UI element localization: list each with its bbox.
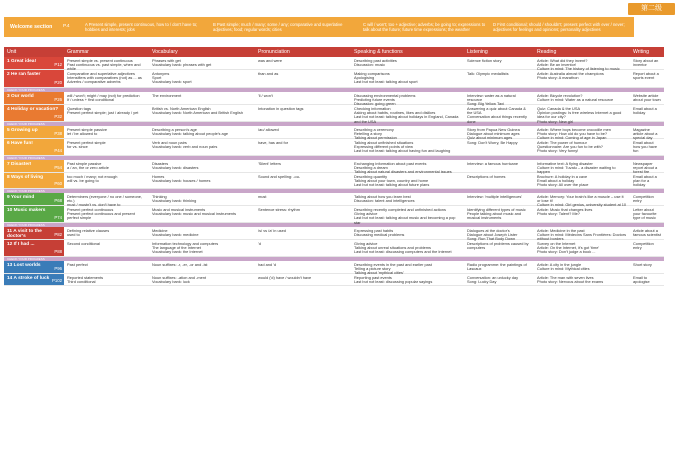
reading-cell: Article: Australia almost the champions Photo story: A marathon bbox=[537, 70, 604, 80]
writing-cell: Article about a famous scientist bbox=[633, 227, 661, 237]
table-row bbox=[4, 240, 664, 257]
writing-cell: Story about an inventor bbox=[633, 57, 659, 67]
listening-cell: Dialogues at the doctor's Dialogue about Joseph Lister Song: Run That Body Down bbox=[467, 227, 518, 242]
listening-cell: Science fiction story bbox=[467, 57, 502, 63]
check-your-progress-bar: CHECK YOUR PROGRESS bbox=[4, 156, 664, 160]
vocabulary-cell: Music and musical instruments Vocabulary bank: music and musical instruments bbox=[152, 206, 237, 216]
unit-page: P12 bbox=[54, 62, 62, 68]
grammar-cell: Defining relative clauses used to bbox=[67, 227, 110, 237]
speaking-cell: Checking information Asking about habits, routines, likes and dislikes Last but not least: talking about holidays in England, Canada and the USA bbox=[354, 105, 459, 124]
unit-page: P68 bbox=[54, 198, 62, 204]
header-unit: Unit bbox=[7, 48, 17, 55]
listening-cell: Descriptions of homes bbox=[467, 173, 506, 179]
speaking-cell: Talking about how you learn best Discussion: talent and intelligences bbox=[354, 193, 415, 203]
reading-cell: Survey on the Internet Article: On the Internet, it's got 'time' Photo story: Don't judge a book ... bbox=[537, 240, 600, 255]
grammar-cell: too much / many; not enough will vs. be going to bbox=[67, 173, 118, 183]
vocabulary-cell: Disasters Vocabulary bank: disasters bbox=[152, 160, 199, 170]
vocabulary-cell: The environment bbox=[152, 92, 182, 98]
pronunciation-cell: 'Silent' letters bbox=[258, 160, 281, 166]
unit-page: P54 bbox=[54, 165, 62, 171]
header-writing: Writing bbox=[633, 48, 650, 55]
vocabulary-cell: Noun suffixes: -ation and -ment Vocabulary bank: luck bbox=[152, 274, 206, 284]
writing-cell: Email about how you have fun bbox=[633, 139, 658, 154]
unit-title: 14 A stroke of luck P102 bbox=[4, 274, 64, 285]
pronunciation-cell: have, has and for bbox=[258, 139, 289, 145]
unit-title: 12 If I had ... P88 bbox=[4, 240, 64, 256]
unit-title: 6 Have fun! P44 bbox=[4, 139, 64, 155]
vocabulary-cell: Thinking Vocabulary bank: thinking bbox=[152, 193, 197, 203]
pronunciation-cell: had and 'd bbox=[258, 261, 277, 267]
table-row bbox=[4, 57, 664, 70]
table-row bbox=[4, 126, 664, 139]
vocabulary-cell: Information technology and computers The language of the Internet Vocabulary bank: the Internet bbox=[152, 240, 219, 255]
vocabulary-cell: Homes Vocabulary bank: houses / homes bbox=[152, 173, 211, 183]
table-row bbox=[4, 193, 664, 206]
contents-table bbox=[4, 57, 664, 286]
header-vocabulary: Vocabulary bbox=[152, 48, 178, 55]
header-reading: Reading bbox=[537, 48, 557, 55]
writing-cell: Letter about your favourite type of music bbox=[633, 206, 657, 221]
reading-cell: Article: The man with seven lives Photo story: Nervous about the exams bbox=[537, 274, 604, 284]
writing-cell: Newspaper report about a forest fire bbox=[633, 160, 658, 175]
grammar-cell: Present perfect continuous Present perfect continuous and present perfect simple bbox=[67, 206, 135, 221]
welcome-item-c: C will / won't; too + adjective; adverbs; be going to; expressions to talk about the future; future time expressions; the weather bbox=[363, 21, 486, 32]
unit-page: P60 bbox=[54, 181, 62, 187]
reading-cell: Article: Memory: Your brain's like a muscle – use it or lose it! Culture in mind: Girl genius, university student at 10 bbox=[537, 193, 627, 208]
table-row bbox=[4, 139, 664, 156]
listening-cell: Interview: a famous hurricane bbox=[467, 160, 519, 166]
listening-cell: Radio programme: the paintings of Lascaux bbox=[467, 261, 527, 271]
speaking-cell: Discussing environmental problems Predicting future events Discussion: going green bbox=[354, 92, 416, 107]
welcome-page: P.4 bbox=[63, 24, 70, 30]
vocabulary-cell: Describing a person's age Vocabulary bank: talking about people's age bbox=[152, 126, 229, 136]
unit-page: P20 bbox=[54, 80, 62, 86]
unit-title: 1 Great idea! P12 bbox=[4, 57, 64, 69]
reading-cell: Article: Medicine in the past Culture in mind: Médecins Sans Frontières: Doctors without borders bbox=[537, 227, 627, 242]
unit-page: P44 bbox=[54, 148, 62, 154]
table-row bbox=[4, 274, 664, 286]
writing-cell: Short story bbox=[633, 261, 652, 267]
welcome-item-a: A Present simple, present continuous, how to / don't have to; hobbies and interests; jobs bbox=[85, 21, 198, 32]
unit-page: P26 bbox=[54, 97, 62, 103]
table-row bbox=[4, 105, 664, 122]
speaking-cell: Talking about unfinished situations Expressing different points of view Last but not least: talking about having fun and laughing bbox=[354, 139, 451, 154]
grammar-cell: Present perfect simple for vs. since bbox=[67, 139, 106, 149]
pronunciation-cell: would ('d) have / wouldn't have bbox=[258, 274, 312, 280]
header-grammar: Grammar bbox=[67, 48, 89, 55]
header-speaking: Speaking & functions bbox=[354, 48, 403, 55]
header-pronunciation: Pronunciation bbox=[258, 48, 290, 55]
reading-cell: Quiz: Canada & the USA Opinion postings: Is free wireless Internet a good idea for our city? Photo story: New girl bbox=[537, 105, 622, 124]
unit-page: P88 bbox=[54, 249, 62, 255]
table-row bbox=[4, 92, 664, 105]
grammar-cell: Determiners (everyone / no one / someone, etc.) must / mustn't vs. don't have to bbox=[67, 193, 143, 208]
reading-cell: Article: Bicycle revolution? Culture in mind: Water as a natural resource bbox=[537, 92, 614, 102]
table-row bbox=[4, 206, 664, 223]
grammar-cell: Comparative and superlative adjectives Intensifiers with comparatives (not) as ... as Adverbs / comparative adverbs bbox=[67, 70, 142, 85]
welcome-label: Welcome section bbox=[10, 23, 53, 30]
unit-title: 9 Your mind P68 bbox=[4, 193, 64, 205]
unit-page: P38 bbox=[54, 131, 62, 137]
vocabulary-cell: Medicine Vocabulary bank: medicine bbox=[152, 227, 199, 237]
listening-cell: Conversation: an unlucky day Song: Lucky Day bbox=[467, 274, 519, 284]
unit-title: 8 Ways of living P60 bbox=[4, 173, 64, 188]
pronunciation-cell: 'll / won't bbox=[258, 92, 273, 98]
unit-title: 5 Growing up P38 bbox=[4, 126, 64, 138]
listening-cell: Identifying different types of music People talking about music and musical instruments bbox=[467, 206, 526, 221]
speaking-cell: Describing past activities Discussion: music bbox=[354, 57, 397, 67]
unit-title: 7 Disaster! P54 bbox=[4, 160, 64, 172]
listening-cell: Descriptions of problems caused by computers bbox=[467, 240, 529, 250]
listening-cell: Story from Papua New Guinea Dialogue about minimum ages Quiz about minimum ages bbox=[467, 126, 520, 141]
unit-page: P96 bbox=[54, 266, 62, 272]
welcome-section bbox=[4, 17, 634, 37]
vocabulary-cell: Phrases with get Vocabulary bank: phrases with get bbox=[152, 57, 212, 67]
reading-cell: Informative text: A flying disaster Culture in mind: Tuvalu – a disaster waiting to happen bbox=[537, 160, 616, 175]
speaking-cell: Describing a ceremony Retelling a story Talking about permission bbox=[354, 126, 397, 141]
unit-page: P102 bbox=[51, 278, 62, 284]
check-your-progress-bar: CHECK YOUR PROGRESS bbox=[4, 122, 664, 126]
table-row bbox=[4, 70, 664, 88]
vocabulary-cell: Noun suffixes: -r, -er, -or and -ist bbox=[152, 261, 208, 267]
grammar-cell: Present simple passive let / be allowed to bbox=[67, 126, 108, 136]
reading-cell: Brochure: A holiday in a cave Email about a holiday Photo story: All over the place bbox=[537, 173, 589, 188]
pronunciation-cell: 'd bbox=[258, 240, 261, 246]
pronunciation-cell: Intonation in question tags bbox=[258, 105, 304, 111]
check-your-progress-bar: CHECK YOUR PROGRESS bbox=[4, 257, 664, 261]
speaking-cell: Making comparisons Apologising Last but not least: talking about sport bbox=[354, 70, 418, 85]
pronunciation-cell: Sound and spelling: -ou- bbox=[258, 173, 301, 179]
check-your-progress-bar: CHECK YOUR PROGRESS bbox=[4, 88, 664, 92]
grammar-cell: will / won't; might / may (not) for prediction If / unless + first conditional bbox=[67, 92, 140, 102]
writing-cell: Magazine article about a special day bbox=[633, 126, 658, 141]
grammar-cell: Past perfect bbox=[67, 261, 88, 267]
speaking-cell: Describing quantity Talking about your town, country and home Last but not least: talking about future plans bbox=[354, 173, 430, 188]
pronunciation-cell: than and as bbox=[258, 70, 279, 76]
speaking-cell: Giving advice Talking about unreal situations and problems Last but not least: discussing computers and the Internet bbox=[354, 240, 452, 255]
table-header bbox=[4, 47, 664, 57]
speaking-cell: Reporting past events Last but not least: discussing popular sayings bbox=[354, 274, 433, 284]
vocabulary-cell: British vs. North American English Vocabulary bank: North American and British English bbox=[152, 105, 244, 115]
table-row bbox=[4, 227, 664, 240]
writing-cell: Report about a sports event bbox=[633, 70, 659, 80]
pronunciation-cell: /aʊ/ allowed bbox=[258, 126, 279, 132]
speaking-cell: Describing events in the past and earlier past Telling a picture story Talking about 'mythical cities' bbox=[354, 261, 432, 276]
check-your-progress-bar: CHECK YOUR PROGRESS bbox=[4, 189, 664, 193]
table-row bbox=[4, 173, 664, 189]
listening-cell: Answering a quiz about Canada & the USA Conversation about things recently done bbox=[467, 105, 527, 124]
unit-title: 10 Music makers P74 bbox=[4, 206, 64, 222]
unit-title: 11 A visit to the doctor's P82 bbox=[4, 227, 64, 239]
header-listening: Listening bbox=[467, 48, 488, 55]
vocabulary-cell: Antonyms Sport Vocabulary bank: sport bbox=[152, 70, 192, 85]
grammar-cell: Present simple vs. present continuous Past continuous vs. past simple, when and while bbox=[67, 57, 141, 72]
pronunciation-cell: /s/ vs /z/ in used bbox=[258, 227, 286, 233]
writing-cell: Email to apologise bbox=[633, 274, 650, 284]
grammar-cell: Question tags Present perfect simple; just / already / yet bbox=[67, 105, 139, 115]
unit-title: 3 Our world P26 bbox=[4, 92, 64, 104]
listening-cell: Song: Don't Worry, Be Happy bbox=[467, 139, 518, 145]
welcome-item-d: D First conditional; should / shouldn't; present perfect with ever / never; adjectives for feelings and opinions; personality adjectives bbox=[493, 21, 625, 32]
writing-cell: Website article about your town bbox=[633, 92, 661, 102]
vocabulary-cell: Verb and noun pairs Vocabulary bank: verb and noun pairs bbox=[152, 139, 218, 149]
unit-title: 4 Holiday or vacation? P32 bbox=[4, 105, 64, 121]
reading-cell: Article: The power of humour Questionnaire: Are you fun to be with? Photo story: Very funny! bbox=[537, 139, 603, 154]
unit-page: P74 bbox=[54, 215, 62, 221]
unit-page: P32 bbox=[54, 114, 62, 120]
listening-cell: Interview: 'multiple intelligences' bbox=[467, 193, 523, 199]
reading-cell: Article: Where boys become crocodile men Photo story: How old do you have to be? Culture in mind: Coming of age in Japan bbox=[537, 126, 611, 141]
check-your-progress-bar: CHECK YOUR PROGRESS bbox=[4, 223, 664, 227]
speaking-cell: Describing recently completed and unfinished actions Giving advice Last but not least: talking about music and becoming a pop star bbox=[354, 206, 456, 225]
unit-title: 13 Lost worlds P96 bbox=[4, 261, 64, 273]
level-badge: 第二级 bbox=[628, 3, 675, 15]
pronunciation-cell: must bbox=[258, 193, 267, 199]
grammar-cell: Second conditional bbox=[67, 240, 100, 246]
unit-page: P82 bbox=[54, 232, 62, 238]
reading-cell: Article: What did they invent? Article: Be an inventor! Culture in mind: The history of listening to music bbox=[537, 57, 620, 72]
table-row bbox=[4, 261, 664, 274]
reading-cell: Article: Music that changes lives Photo story: Talent? Me? bbox=[537, 206, 593, 216]
pronunciation-cell: Sentence stress: rhythm bbox=[258, 206, 300, 212]
pronunciation-cell: was and were bbox=[258, 57, 283, 63]
reading-cell: Article: A city in the jungle Culture in mind: Mythical cities bbox=[537, 261, 590, 271]
writing-cell: Competition entry bbox=[633, 240, 654, 250]
writing-cell: Email about a plan for a holiday bbox=[633, 173, 657, 188]
listening-cell: Talk: Olympic medallists bbox=[467, 70, 509, 76]
grammar-cell: Reported statements Third conditional bbox=[67, 274, 104, 284]
writing-cell: Email about a holiday bbox=[633, 105, 657, 115]
grammar-cell: Past simple passive a / an, the or zero article bbox=[67, 160, 109, 170]
speaking-cell: Expressing past habits Discussing medical problems bbox=[354, 227, 405, 237]
writing-cell: Competition entry bbox=[633, 193, 654, 203]
speaking-cell: Exchanging information about past events Describing a dream Talking about natural disasters and environmental issues bbox=[354, 160, 452, 175]
welcome-item-b: B Past simple; much / many; some / any; comparative and superlative adjectives; food; regular words; cities bbox=[213, 21, 343, 32]
table-row bbox=[4, 160, 664, 173]
listening-cell: Interview: water as a natural resource Song: Big Yellow Taxi bbox=[467, 92, 516, 107]
unit-title: 2 He ran faster P20 bbox=[4, 70, 64, 87]
